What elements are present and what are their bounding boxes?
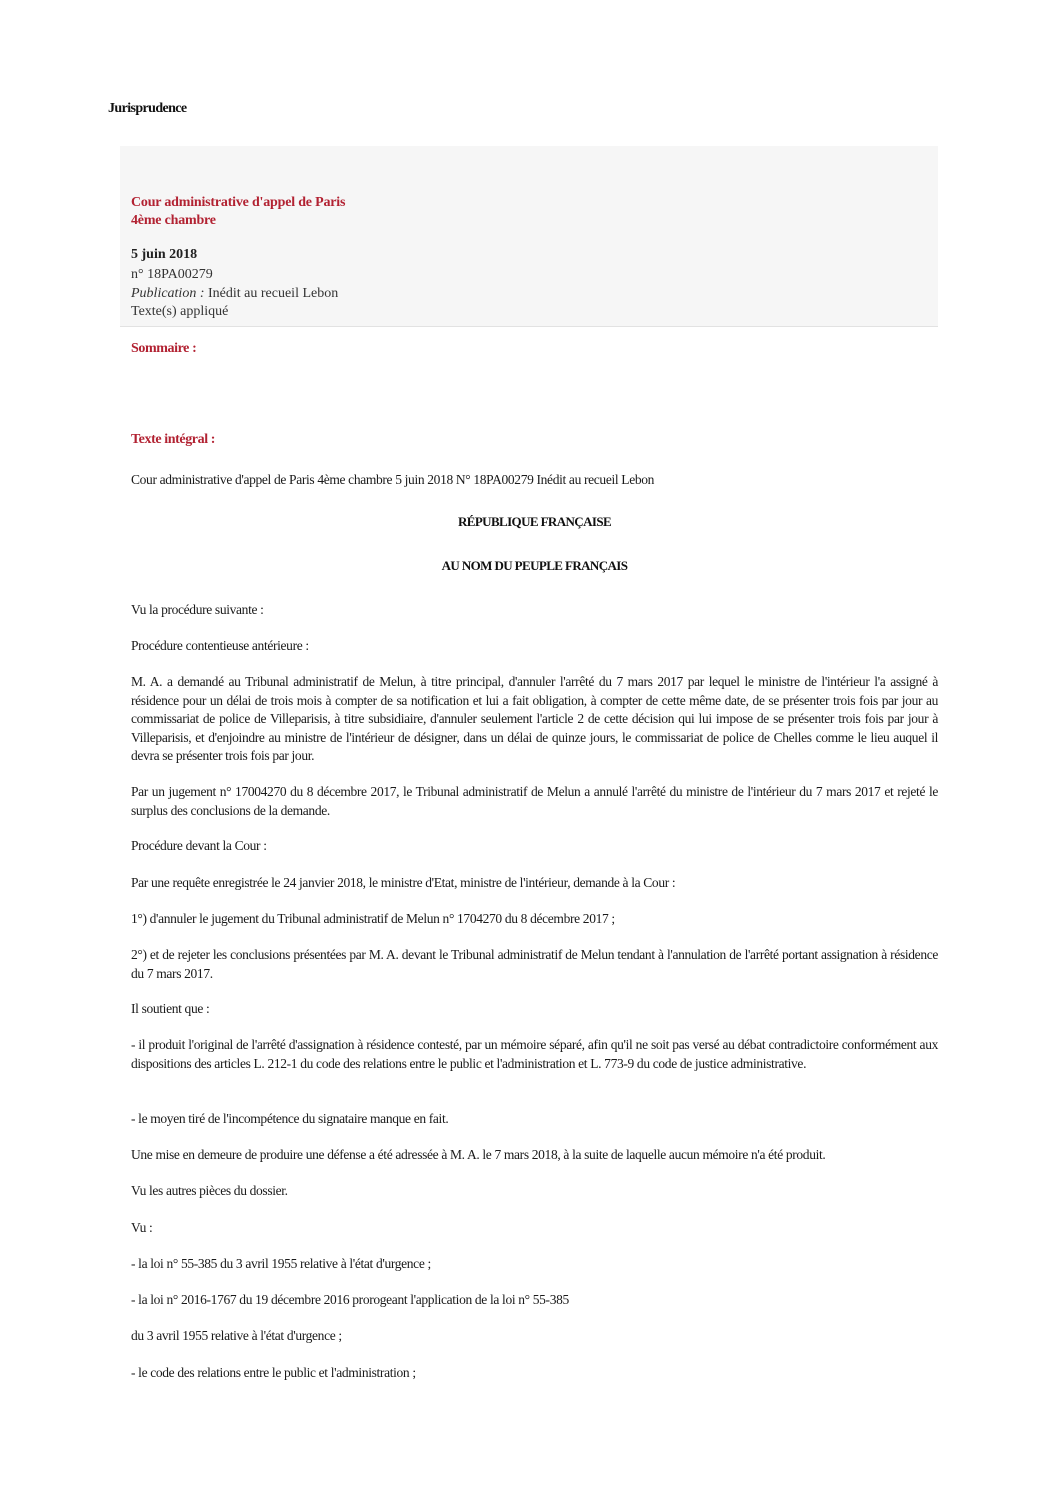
document-type-label: Jurisprudence — [108, 101, 187, 116]
publication-line — [131, 285, 338, 304]
paragraph: Une mise en demeure de produire une défense a été adressée à M. A. le 7 mars 2018, à la suite de laquelle aucun mémoire n'a été produit. — [131, 1147, 826, 1162]
heading-republic: RÉPUBLIQUE FRANÇAISE — [457, 514, 612, 529]
court-chamber: 4ème chambre — [131, 213, 216, 228]
paragraph: Procédure contentieuse antérieure : — [131, 638, 309, 653]
paragraph: Vu les autres pièces du dossier. — [131, 1183, 288, 1198]
paragraph: M. A. a demandé au Tribunal administratif de Melun, à titre principal, d'annuler l'arrêté du 7 mars 2017 par lequel le ministre de l'intérieur l'a assigné à résidence pour un délai de trois mois à compter de sa notification et lui a fait obligation, à compter de cette même date, de se présenter trois fois par jour au commissariat de police de Villeparisis, à titre subsidiaire, d'annuler seulement l'article 2 de cette décision qui lui impose de se présenter trois fois par jour à Villeparisis, et d'enjoindre au ministre de l'intérieur de désigner, dans un délai de quinze jours, le commissariat de police de Chelles comme le lieu auquel il devra se présenter trois fois par jour. — [131, 674, 938, 763]
paragraph: - la loi n° 2016-1767 du 19 décembre 2016 prorogeant l'application de la loi n° 55-385 — [131, 1292, 569, 1307]
decision-meta — [131, 266, 338, 322]
paragraph: - la loi n° 55-385 du 3 avril 1955 relative à l'état d'urgence ; — [131, 1256, 431, 1271]
court-name: Cour administrative d'appel de Paris — [131, 195, 346, 210]
heading-people: AU NOM DU PEUPLE FRANÇAIS — [441, 558, 628, 573]
texts-applied: Texte(s) appliqué — [131, 304, 229, 319]
publication-label: Publication : — [131, 285, 205, 301]
paragraph: - il produit l'original de l'arrêté d'assignation à résidence contesté, par un mémoire séparé, afin qu'il ne soit pas versé au débat contradictoire conformément aux dispositions des articles L. 212-1 du code des relations entre le public et l'administration et L. 773-9 du code de justice administrative. — [131, 1037, 938, 1071]
paragraph: du 3 avril 1955 relative à l'état d'urgence ; — [131, 1328, 342, 1343]
paragraph: - le moyen tiré de l'incompétence du signataire manque en fait. — [131, 1111, 449, 1126]
reference-line: Cour administrative d'appel de Paris 4ème chambre 5 juin 2018 N° 18PA00279 Inédit au recueil Lebon — [131, 472, 655, 487]
court-info — [131, 194, 345, 230]
paragraph: 2°) et de rejeter les conclusions présentées par M. A. devant le Tribunal administratif de Melun tendant à l'annulation de l'arrêté portant assignation à résidence du 7 mars 2017. — [131, 947, 938, 981]
decision-date: 5 juin 2018 — [131, 247, 198, 262]
paragraph: Il soutient que : — [131, 1001, 210, 1016]
summary-title: Sommaire : — [131, 341, 197, 356]
paragraph: Vu la procédure suivante : — [131, 602, 264, 617]
full-text-title: Texte intégral : — [131, 432, 216, 447]
decision-number: n° 18PA00279 — [131, 267, 213, 282]
paragraph: 1°) d'annuler le jugement du Tribunal administratif de Melun n° 1704270 du 8 décembre 2017 ; — [131, 911, 615, 926]
paragraph: - le code des relations entre le public et l'administration ; — [131, 1365, 416, 1380]
paragraph: Par un jugement n° 17004270 du 8 décembre 2017, le Tribunal administratif de Melun a annulé l'arrêté du ministre de l'intérieur du 7 mars 2017 et rejeté le surplus des conclusions de la demande. — [131, 784, 938, 818]
paragraph: Procédure devant la Cour : — [131, 838, 267, 853]
publication-value: Inédit au recueil Lebon — [204, 285, 339, 301]
paragraph: Par une requête enregistrée le 24 janvier 2018, le ministre d'Etat, ministre de l'intérieur, demande à la Cour : — [131, 875, 676, 890]
paragraph: Vu : — [131, 1220, 153, 1235]
